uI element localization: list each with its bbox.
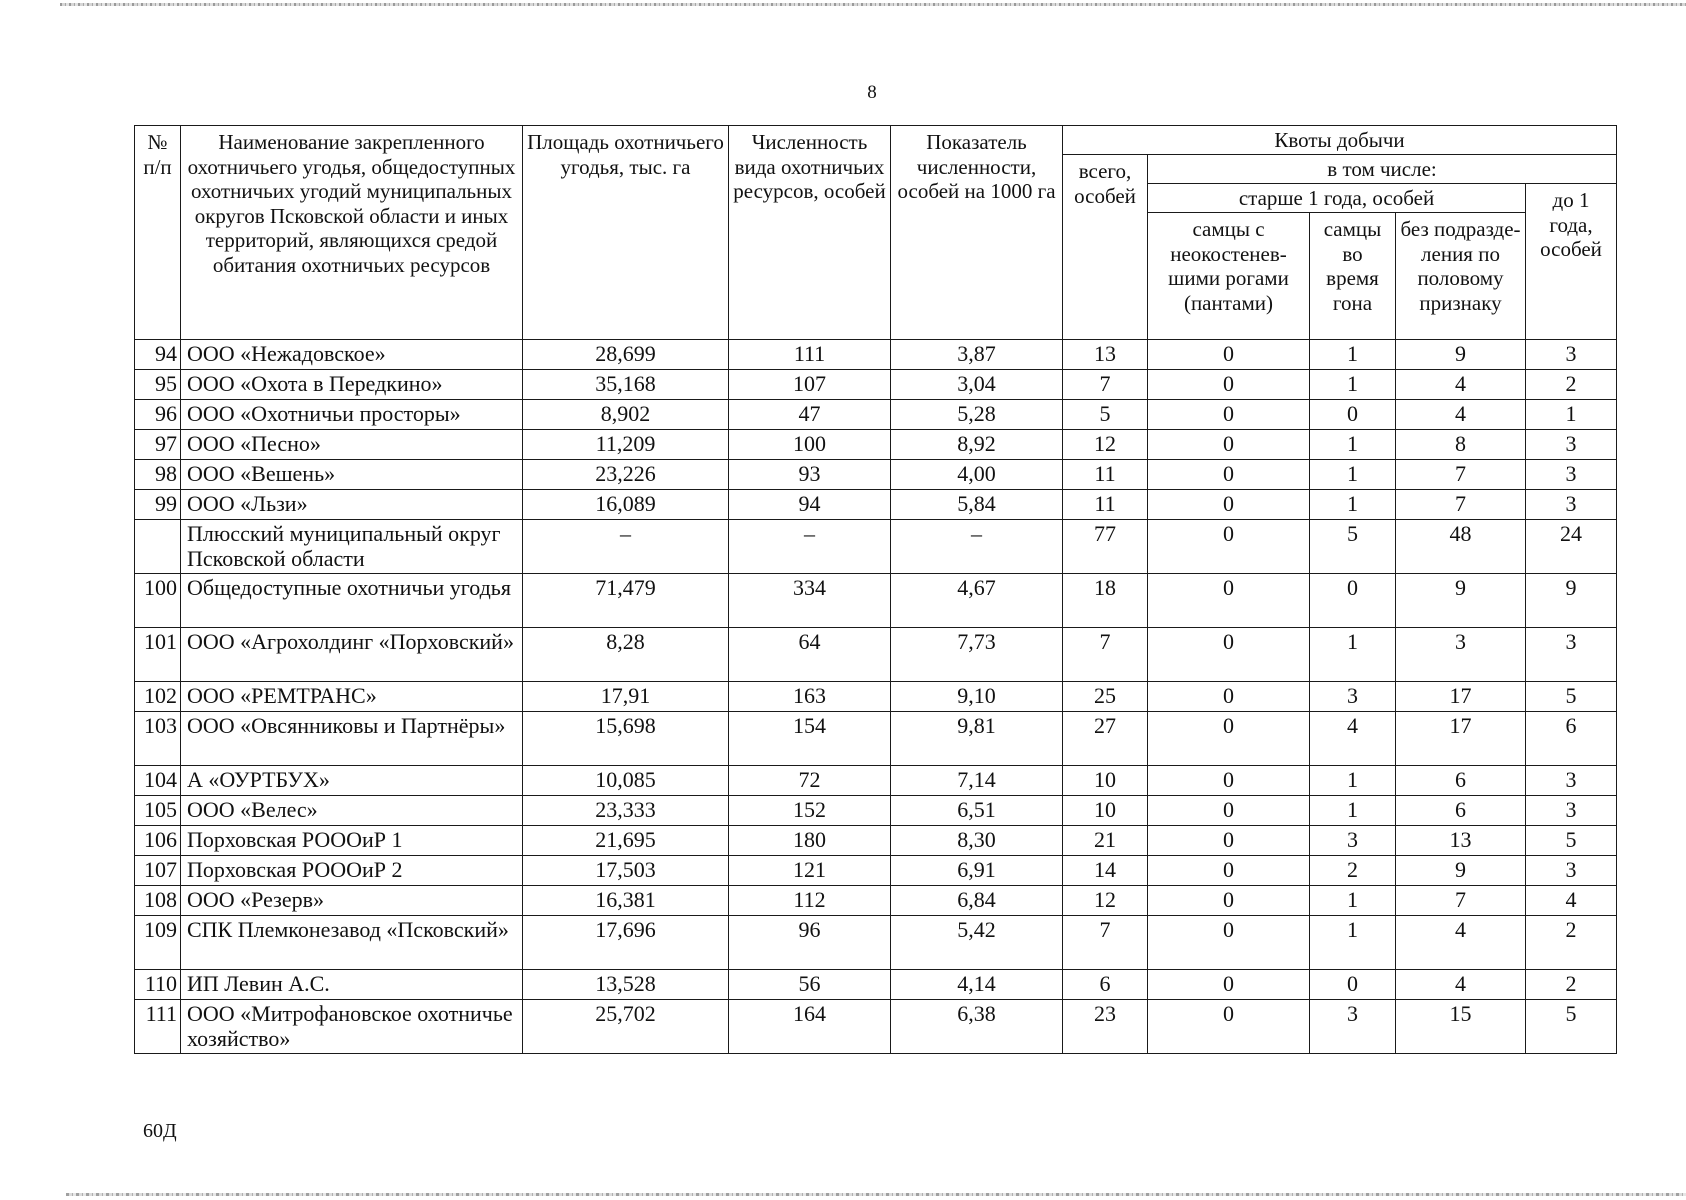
cell-name: ООО «Митрофановское охотничье хозяйство» [181,1000,523,1054]
cell-population: 94 [729,490,891,520]
cell-name: Порховская РОООиР 2 [181,856,523,886]
cell-males-rut: 0 [1310,574,1396,628]
cell-no-sex: 3 [1396,628,1526,682]
cell-males-rut: 3 [1310,826,1396,856]
header-including: в том числе: [1148,155,1617,184]
cell-population: 152 [729,796,891,826]
cell-area: 28,699 [523,340,729,370]
cell-name: Порховская РОООиР 1 [181,826,523,856]
cell-under1: 2 [1526,916,1617,970]
cell-under1: 3 [1526,628,1617,682]
cell-num: 104 [135,766,181,796]
cell-density: 5,42 [891,916,1063,970]
cell-area: 35,168 [523,370,729,400]
cell-under1: 3 [1526,856,1617,886]
cell-under1: 2 [1526,370,1617,400]
table-row [135,916,1617,970]
cell-no-sex: 4 [1396,400,1526,430]
cell-population: 100 [729,430,891,460]
cell-no-sex: 9 [1396,574,1526,628]
cell-name: СПК Племконезавод «Псковский» [181,916,523,970]
cell-density: 5,84 [891,490,1063,520]
cell-area: 25,702 [523,1000,729,1054]
cell-density: – [891,520,1063,574]
header-population: Численность вида охотничьих ресурсов, особей [729,126,891,340]
table-row [135,628,1617,682]
cell-no-sex: 4 [1396,970,1526,1000]
cell-under1: 4 [1526,886,1617,916]
cell-area: 11,209 [523,430,729,460]
cell-num: 98 [135,460,181,490]
cell-num: 100 [135,574,181,628]
cell-population: 121 [729,856,891,886]
cell-total: 5 [1063,400,1148,430]
cell-name: ИП Левин А.С. [181,970,523,1000]
cell-num: 102 [135,682,181,712]
cell-total: 14 [1063,856,1148,886]
cell-name: ООО «Овсянниковы и Партнёры» [181,712,523,766]
cell-males-rut: 5 [1310,520,1396,574]
cell-males-rut: 1 [1310,796,1396,826]
cell-males-antlers: 0 [1148,370,1310,400]
cell-num: 110 [135,970,181,1000]
cell-area: 71,479 [523,574,729,628]
cell-no-sex: 48 [1396,520,1526,574]
table-row [135,766,1617,796]
table-row [135,490,1617,520]
cell-density: 4,67 [891,574,1063,628]
table-row [135,430,1617,460]
header-males-antlers: самцы с неокостенев-шими рогами (пантами) [1148,213,1310,340]
cell-males-antlers: 0 [1148,520,1310,574]
cell-males-antlers: 0 [1148,628,1310,682]
cell-total: 7 [1063,370,1148,400]
table-row [135,400,1617,430]
header-under1: до 1 года, особей [1526,184,1617,340]
cell-no-sex: 6 [1396,766,1526,796]
cell-no-sex: 7 [1396,460,1526,490]
cell-total: 11 [1063,460,1148,490]
cell-name: ООО «Нежадовское» [181,340,523,370]
cell-num: 107 [135,856,181,886]
cell-under1: 9 [1526,574,1617,628]
cell-num: 103 [135,712,181,766]
cell-total: 10 [1063,796,1148,826]
cell-total: 7 [1063,916,1148,970]
header-density: Показатель численности, особей на 1000 га [891,126,1063,340]
cell-total: 7 [1063,628,1148,682]
cell-name: ООО «Песно» [181,430,523,460]
cell-num: 111 [135,1000,181,1054]
cell-males-antlers: 0 [1148,460,1310,490]
cell-males-antlers: 0 [1148,574,1310,628]
cell-males-antlers: 0 [1148,1000,1310,1054]
cell-under1: 3 [1526,430,1617,460]
cell-area: 23,226 [523,460,729,490]
cell-name: ООО «Велес» [181,796,523,826]
cell-density: 7,14 [891,766,1063,796]
cell-under1: 3 [1526,460,1617,490]
cell-no-sex: 8 [1396,430,1526,460]
cell-total: 77 [1063,520,1148,574]
cell-under1: 5 [1526,826,1617,856]
table-row [135,826,1617,856]
cell-under1: 2 [1526,970,1617,1000]
cell-total: 10 [1063,766,1148,796]
table-row [135,574,1617,628]
cell-total: 23 [1063,1000,1148,1054]
cell-num: 97 [135,430,181,460]
table-header [135,126,1617,340]
cell-males-rut: 1 [1310,886,1396,916]
header-area: Площадь охотничьего угодья, тыс. га [523,126,729,340]
cell-population: 111 [729,340,891,370]
cell-males-antlers: 0 [1148,886,1310,916]
cell-num [135,520,181,574]
header-name: Наименование закрепленного охотничьего угодья, общедоступных охотничьих угодий муниципальных округов Псковской области и иных территорий, являющихся средой обитания охотничьих ресурсов [181,126,523,340]
cell-males-antlers: 0 [1148,712,1310,766]
cell-no-sex: 15 [1396,1000,1526,1054]
cell-density: 8,92 [891,430,1063,460]
cell-num: 108 [135,886,181,916]
cell-density: 3,04 [891,370,1063,400]
cell-name: ООО «Агрохолдинг «Порховский» [181,628,523,682]
table-body [135,340,1617,1054]
cell-total: 12 [1063,886,1148,916]
cell-area: 15,698 [523,712,729,766]
cell-population: 154 [729,712,891,766]
cell-no-sex: 4 [1396,370,1526,400]
cell-males-rut: 0 [1310,970,1396,1000]
cell-males-antlers: 0 [1148,856,1310,886]
cell-density: 3,87 [891,340,1063,370]
cell-area: 10,085 [523,766,729,796]
cell-total: 18 [1063,574,1148,628]
cell-population: 56 [729,970,891,1000]
cell-num: 106 [135,826,181,856]
cell-males-antlers: 0 [1148,682,1310,712]
cell-males-antlers: 0 [1148,970,1310,1000]
cell-name: Плюсский муниципальный округ Псковской области [181,520,523,574]
cell-num: 101 [135,628,181,682]
cell-num: 94 [135,340,181,370]
cell-population: 163 [729,682,891,712]
cell-under1: 6 [1526,712,1617,766]
table-row [135,682,1617,712]
cell-name: ООО «Охота в Передкино» [181,370,523,400]
cell-name: ООО «Льзи» [181,490,523,520]
cell-males-antlers: 0 [1148,340,1310,370]
cell-area: 21,695 [523,826,729,856]
cell-population: 47 [729,400,891,430]
cell-name: ООО «РЕМТРАНС» [181,682,523,712]
cell-no-sex: 6 [1396,796,1526,826]
cell-population: – [729,520,891,574]
cell-males-antlers: 0 [1148,916,1310,970]
cell-under1: 3 [1526,766,1617,796]
header-males-rut: самцы во время гона [1310,213,1396,340]
group-row [135,520,1617,574]
cell-total: 25 [1063,682,1148,712]
cell-males-antlers: 0 [1148,430,1310,460]
cell-area: 17,91 [523,682,729,712]
header-older: старше 1 года, особей [1148,184,1526,213]
cell-males-rut: 1 [1310,340,1396,370]
cell-population: 72 [729,766,891,796]
cell-no-sex: 13 [1396,826,1526,856]
page-number: 8 [867,82,877,103]
cell-num: 109 [135,916,181,970]
table-row [135,856,1617,886]
cell-no-sex: 17 [1396,712,1526,766]
cell-population: 107 [729,370,891,400]
cell-population: 334 [729,574,891,628]
cell-males-rut: 2 [1310,856,1396,886]
cell-males-rut: 3 [1310,682,1396,712]
cell-population: 96 [729,916,891,970]
cell-population: 112 [729,886,891,916]
cell-density: 9,81 [891,712,1063,766]
table-row [135,370,1617,400]
cell-area: 16,089 [523,490,729,520]
cell-area: 8,902 [523,400,729,430]
cell-males-rut: 1 [1310,916,1396,970]
table-row [135,886,1617,916]
cell-males-antlers: 0 [1148,796,1310,826]
cell-area: 23,333 [523,796,729,826]
cell-area: 17,503 [523,856,729,886]
cell-population: 180 [729,826,891,856]
cell-males-antlers: 0 [1148,400,1310,430]
cell-population: 164 [729,1000,891,1054]
cell-num: 105 [135,796,181,826]
cell-under1: 1 [1526,400,1617,430]
cell-name: А «ОУРТБУХ» [181,766,523,796]
cell-density: 6,38 [891,1000,1063,1054]
cell-under1: 3 [1526,490,1617,520]
header-num: № п/п [135,126,181,340]
scan-edge-top [60,3,1686,6]
table-row [135,1000,1617,1054]
cell-total: 27 [1063,712,1148,766]
cell-under1: 3 [1526,796,1617,826]
cell-density: 6,84 [891,886,1063,916]
scan-edge-bottom [66,1193,1686,1196]
cell-no-sex: 7 [1396,490,1526,520]
cell-density: 6,51 [891,796,1063,826]
cell-density: 4,14 [891,970,1063,1000]
cell-name: ООО «Вешень» [181,460,523,490]
cell-males-rut: 1 [1310,370,1396,400]
cell-no-sex: 9 [1396,340,1526,370]
cell-males-rut: 1 [1310,766,1396,796]
header-quotas: Квоты добычи [1063,126,1617,155]
cell-density: 7,73 [891,628,1063,682]
table-row [135,712,1617,766]
cell-males-antlers: 0 [1148,826,1310,856]
cell-area: – [523,520,729,574]
cell-under1: 5 [1526,1000,1617,1054]
quota-table [134,125,1617,1054]
cell-under1: 24 [1526,520,1617,574]
cell-under1: 3 [1526,340,1617,370]
cell-num: 96 [135,400,181,430]
cell-density: 4,00 [891,460,1063,490]
cell-total: 12 [1063,430,1148,460]
cell-no-sex: 9 [1396,856,1526,886]
cell-males-rut: 1 [1310,490,1396,520]
cell-no-sex: 4 [1396,916,1526,970]
table-row [135,460,1617,490]
cell-name: ООО «Резерв» [181,886,523,916]
cell-num: 99 [135,490,181,520]
table-row [135,340,1617,370]
cell-males-rut: 1 [1310,460,1396,490]
cell-density: 8,30 [891,826,1063,856]
footer-code: 60Д [143,1120,177,1142]
cell-males-rut: 4 [1310,712,1396,766]
cell-total: 11 [1063,490,1148,520]
cell-males-antlers: 0 [1148,766,1310,796]
cell-total: 21 [1063,826,1148,856]
cell-area: 8,28 [523,628,729,682]
cell-males-antlers: 0 [1148,490,1310,520]
table-row [135,970,1617,1000]
cell-population: 93 [729,460,891,490]
cell-num: 95 [135,370,181,400]
cell-total: 13 [1063,340,1148,370]
cell-total: 6 [1063,970,1148,1000]
cell-under1: 5 [1526,682,1617,712]
cell-density: 9,10 [891,682,1063,712]
table-row [135,796,1617,826]
cell-males-rut: 3 [1310,1000,1396,1054]
cell-density: 5,28 [891,400,1063,430]
cell-density: 6,91 [891,856,1063,886]
cell-no-sex: 17 [1396,682,1526,712]
cell-population: 64 [729,628,891,682]
cell-males-rut: 1 [1310,430,1396,460]
cell-name: Общедоступные охотничьи угодья [181,574,523,628]
cell-males-rut: 1 [1310,628,1396,682]
cell-name: ООО «Охотничьи просторы» [181,400,523,430]
cell-males-rut: 0 [1310,400,1396,430]
cell-no-sex: 7 [1396,886,1526,916]
cell-area: 13,528 [523,970,729,1000]
header-no-sex: без подразде-ления по половому признаку [1396,213,1526,340]
header-total: всего, особей [1063,155,1148,340]
cell-area: 16,381 [523,886,729,916]
cell-area: 17,696 [523,916,729,970]
